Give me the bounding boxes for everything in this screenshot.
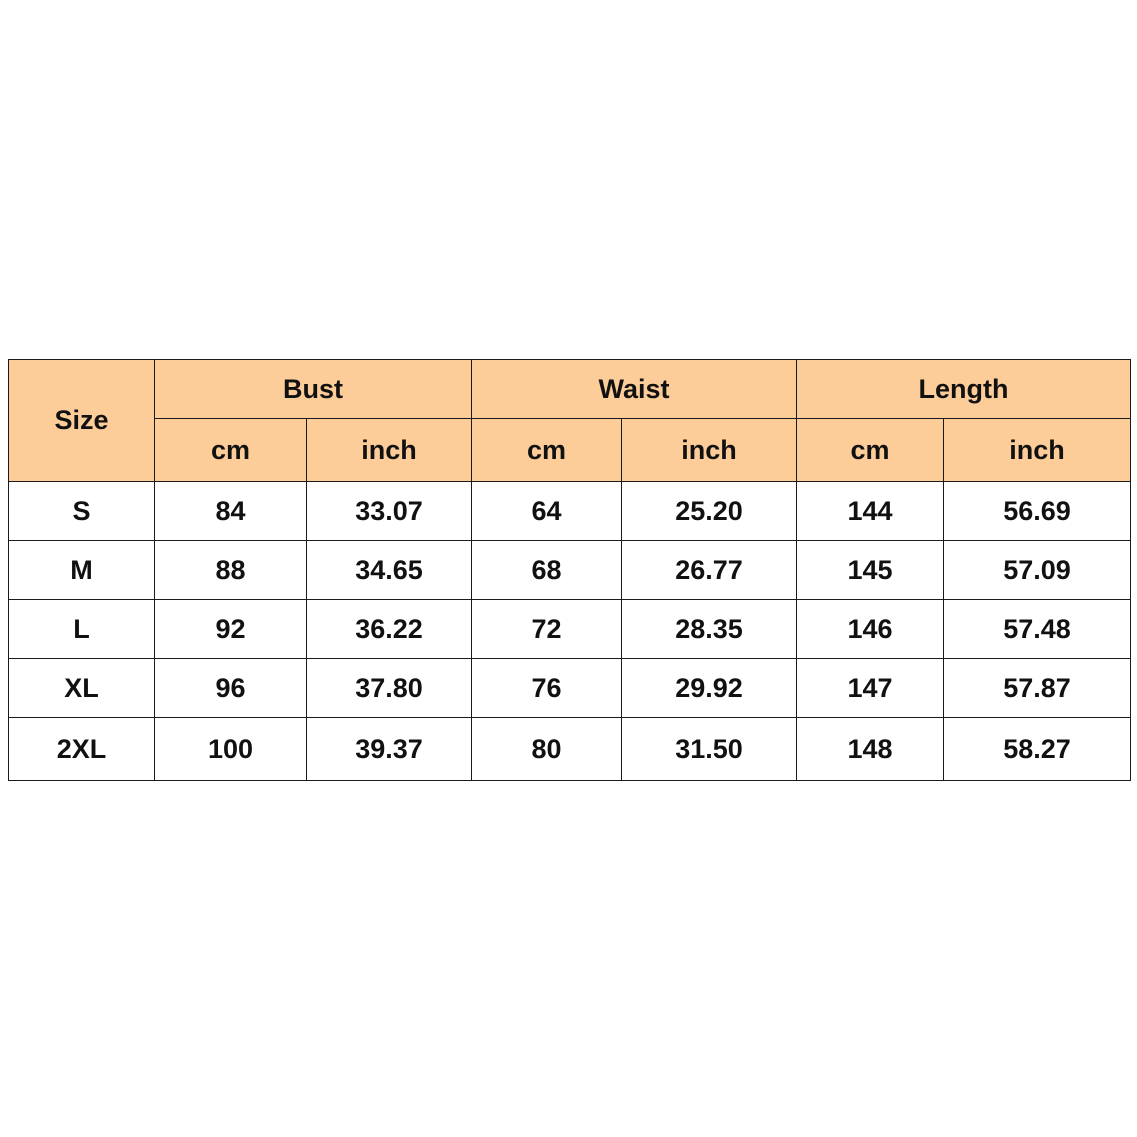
waist-inch-cell: 29.92	[622, 659, 797, 718]
waist-cm-cell: 72	[472, 600, 622, 659]
header-unit-row	[9, 419, 1131, 482]
bust-cm-cell: 84	[155, 482, 307, 541]
bust-inch-cell: 37.80	[307, 659, 472, 718]
length-cm-header: cm	[797, 419, 944, 482]
length-inch-header: inch	[944, 419, 1131, 482]
bust-inch-cell: 34.65	[307, 541, 472, 600]
waist-inch-cell: 25.20	[622, 482, 797, 541]
waist-inch-cell: 31.50	[622, 718, 797, 781]
length-cm-cell: 147	[797, 659, 944, 718]
table-row	[9, 718, 1131, 781]
length-inch-cell: 56.69	[944, 482, 1131, 541]
bust-cm-cell: 96	[155, 659, 307, 718]
waist-cm-cell: 80	[472, 718, 622, 781]
bust-cm-cell: 92	[155, 600, 307, 659]
bust-inch-cell: 33.07	[307, 482, 472, 541]
size-cell: M	[9, 541, 155, 600]
length-cm-cell: 146	[797, 600, 944, 659]
bust-inch-cell: 36.22	[307, 600, 472, 659]
bust-cm-cell: 100	[155, 718, 307, 781]
length-inch-cell: 57.87	[944, 659, 1131, 718]
size-header: Size	[9, 360, 155, 482]
waist-header: Waist	[472, 360, 797, 419]
bust-inch-header: inch	[307, 419, 472, 482]
waist-inch-header: inch	[622, 419, 797, 482]
table-row	[9, 600, 1131, 659]
bust-header: Bust	[155, 360, 472, 419]
bust-inch-cell: 39.37	[307, 718, 472, 781]
table-row	[9, 482, 1131, 541]
waist-cm-cell: 76	[472, 659, 622, 718]
length-cm-cell: 148	[797, 718, 944, 781]
waist-cm-cell: 64	[472, 482, 622, 541]
length-cm-cell: 144	[797, 482, 944, 541]
bust-cm-cell: 88	[155, 541, 307, 600]
waist-cm-cell: 68	[472, 541, 622, 600]
table-row	[9, 541, 1131, 600]
length-inch-cell: 58.27	[944, 718, 1131, 781]
size-chart-table	[8, 359, 1131, 781]
header-group-row	[9, 360, 1131, 419]
length-header: Length	[797, 360, 1131, 419]
size-cell: L	[9, 600, 155, 659]
bust-cm-header: cm	[155, 419, 307, 482]
size-cell: S	[9, 482, 155, 541]
size-cell: XL	[9, 659, 155, 718]
waist-inch-cell: 26.77	[622, 541, 797, 600]
length-cm-cell: 145	[797, 541, 944, 600]
size-cell: 2XL	[9, 718, 155, 781]
waist-cm-header: cm	[472, 419, 622, 482]
waist-inch-cell: 28.35	[622, 600, 797, 659]
length-inch-cell: 57.09	[944, 541, 1131, 600]
length-inch-cell: 57.48	[944, 600, 1131, 659]
table-row	[9, 659, 1131, 718]
